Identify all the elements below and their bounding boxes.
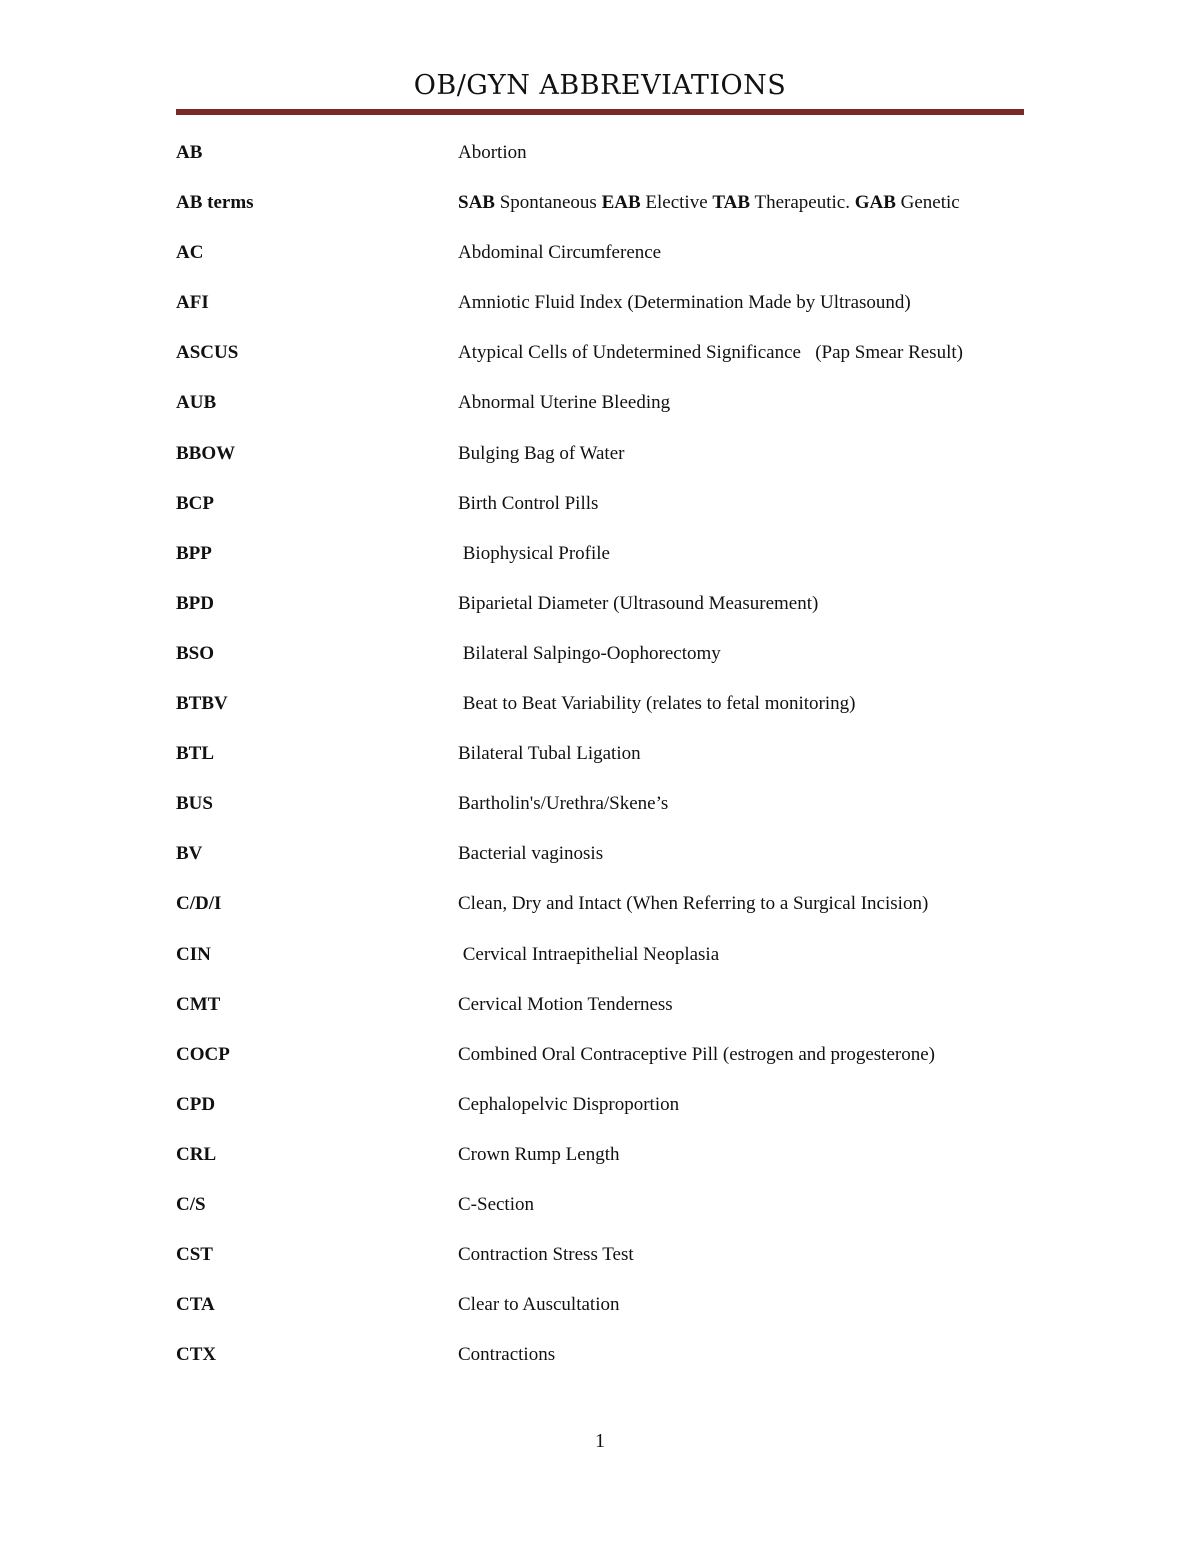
abbreviation-definition: Cervical Motion Tenderness — [458, 993, 673, 1015]
abbreviation-row — [176, 188, 1024, 238]
abbreviation-list — [176, 138, 1024, 1390]
abbreviation-definition: Birth Control Pills — [458, 492, 599, 514]
abbreviation-definition: Bulging Bag of Water — [458, 442, 625, 464]
abbreviation-term: BTL — [176, 743, 215, 765]
abbreviation-definition: Abortion — [458, 142, 527, 163]
abbreviation-row — [176, 288, 1024, 338]
page-title: OB/GYN ABBREVIATIONS — [413, 70, 787, 101]
definition-subterm-meaning: Elective — [640, 192, 713, 214]
definition-subterm-meaning: Therapeutic. — [750, 192, 855, 214]
abbreviation-definition: Bilateral Tubal Ligation — [458, 743, 641, 765]
abbreviation-row — [176, 739, 1024, 789]
abbreviation-definition: Clear to Auscultation — [458, 1294, 620, 1316]
abbreviation-row — [176, 639, 1024, 689]
abbreviation-row — [176, 439, 1024, 489]
abbreviation-definition: Cervical Intraepithelial Neoplasia — [458, 943, 720, 965]
abbreviation-row — [176, 1090, 1024, 1140]
abbreviation-definition: Crown Rump Length — [458, 1143, 620, 1165]
abbreviation-definition: Abnormal Uterine Bleeding — [458, 392, 671, 414]
abbreviation-row — [176, 1140, 1024, 1190]
abbreviation-row — [176, 138, 1024, 188]
abbreviation-row — [176, 388, 1024, 438]
abbreviation-definition: Contraction Stress Test — [458, 1244, 634, 1266]
abbreviation-term: BPP — [176, 542, 212, 564]
abbreviation-definition — [458, 188, 960, 218]
abbreviation-row — [176, 1290, 1024, 1340]
abbreviation-term: BPD — [176, 592, 214, 614]
definition-subterm-meaning: Spontaneous — [494, 192, 602, 214]
definition-subterm: TAB — [712, 192, 751, 214]
abbreviation-row — [176, 839, 1024, 889]
abbreviation-term: CST — [176, 1244, 213, 1266]
abbreviation-row — [176, 238, 1024, 288]
abbreviation-row — [176, 990, 1024, 1040]
abbreviation-term: CIN — [176, 943, 211, 965]
abbreviation-row — [176, 789, 1024, 839]
abbreviation-term: ASCUS — [176, 342, 239, 364]
abbreviation-row — [176, 689, 1024, 739]
abbreviation-term: C/S — [176, 1193, 206, 1215]
abbreviation-term: AFI — [176, 292, 209, 314]
abbreviation-row — [176, 1240, 1024, 1290]
page-number: 1 — [595, 1430, 605, 1452]
title-rule — [176, 109, 1024, 115]
abbreviation-term: CTX — [176, 1344, 217, 1366]
abbreviation-row — [176, 539, 1024, 589]
abbreviation-row — [176, 489, 1024, 539]
abbreviation-definition: Contractions — [458, 1344, 556, 1366]
abbreviation-row — [176, 889, 1024, 939]
abbreviation-row — [176, 1340, 1024, 1390]
abbreviation-term: BUS — [176, 793, 213, 815]
abbreviation-definition: Bacterial vaginosis — [458, 843, 604, 865]
abbreviation-term: CPD — [176, 1093, 216, 1115]
abbreviation-term: CTA — [176, 1294, 215, 1316]
abbreviation-definition: Cephalopelvic Disproportion — [458, 1093, 680, 1115]
abbreviation-definition: Atypical Cells of Undetermined Significance (Pap Smear Result) — [458, 342, 963, 364]
abbreviation-definition: Beat to Beat Variability (relates to fetal monitoring) — [458, 693, 856, 715]
abbreviation-definition: Biophysical Profile — [458, 542, 610, 564]
abbreviation-row — [176, 589, 1024, 639]
abbreviation-term: COCP — [176, 1043, 230, 1065]
abbreviation-row — [176, 338, 1024, 388]
abbreviation-definition: C-Section — [458, 1193, 534, 1215]
abbreviation-term: CRL — [176, 1143, 217, 1165]
abbreviation-term: CMT — [176, 993, 221, 1015]
abbreviation-term: AC — [176, 242, 204, 264]
abbreviation-definition: Combined Oral Contraceptive Pill (estrogen and progesterone) — [458, 1043, 935, 1065]
abbreviation-row — [176, 940, 1024, 990]
abbreviation-term: BV — [176, 843, 203, 865]
abbreviation-term: BTBV — [176, 693, 228, 715]
abbreviation-definition: Amniotic Fluid Index (Determination Made by Ultrasound) — [458, 292, 911, 314]
abbreviation-term: BBOW — [176, 442, 236, 464]
definition-subterm: SAB — [458, 192, 495, 214]
abbreviation-row — [176, 1190, 1024, 1240]
abbreviation-definition: Biparietal Diameter (Ultrasound Measurement) — [458, 592, 819, 614]
abbreviation-term: BSO — [176, 642, 215, 664]
abbreviation-definition: Bilateral Salpingo-Oophorectomy — [458, 642, 721, 664]
definition-subterm: GAB — [854, 192, 896, 214]
abbreviation-definition: Bartholin's/Urethra/Skene’s — [458, 793, 669, 815]
definition-subterm: EAB — [601, 192, 641, 214]
abbreviation-term: BCP — [176, 492, 214, 514]
definition-subterm-meaning: Genetic — [895, 192, 960, 214]
abbreviation-term: C/D/I — [176, 893, 222, 915]
abbreviation-term: AB — [176, 142, 203, 163]
abbreviation-term: AB terms — [176, 192, 254, 214]
abbreviation-definition: Clean, Dry and Intact (When Referring to a Surgical Incision) — [458, 893, 929, 915]
abbreviation-definition: Abdominal Circumference — [458, 242, 662, 264]
abbreviation-term: AUB — [176, 392, 217, 414]
abbreviation-row — [176, 1040, 1024, 1090]
